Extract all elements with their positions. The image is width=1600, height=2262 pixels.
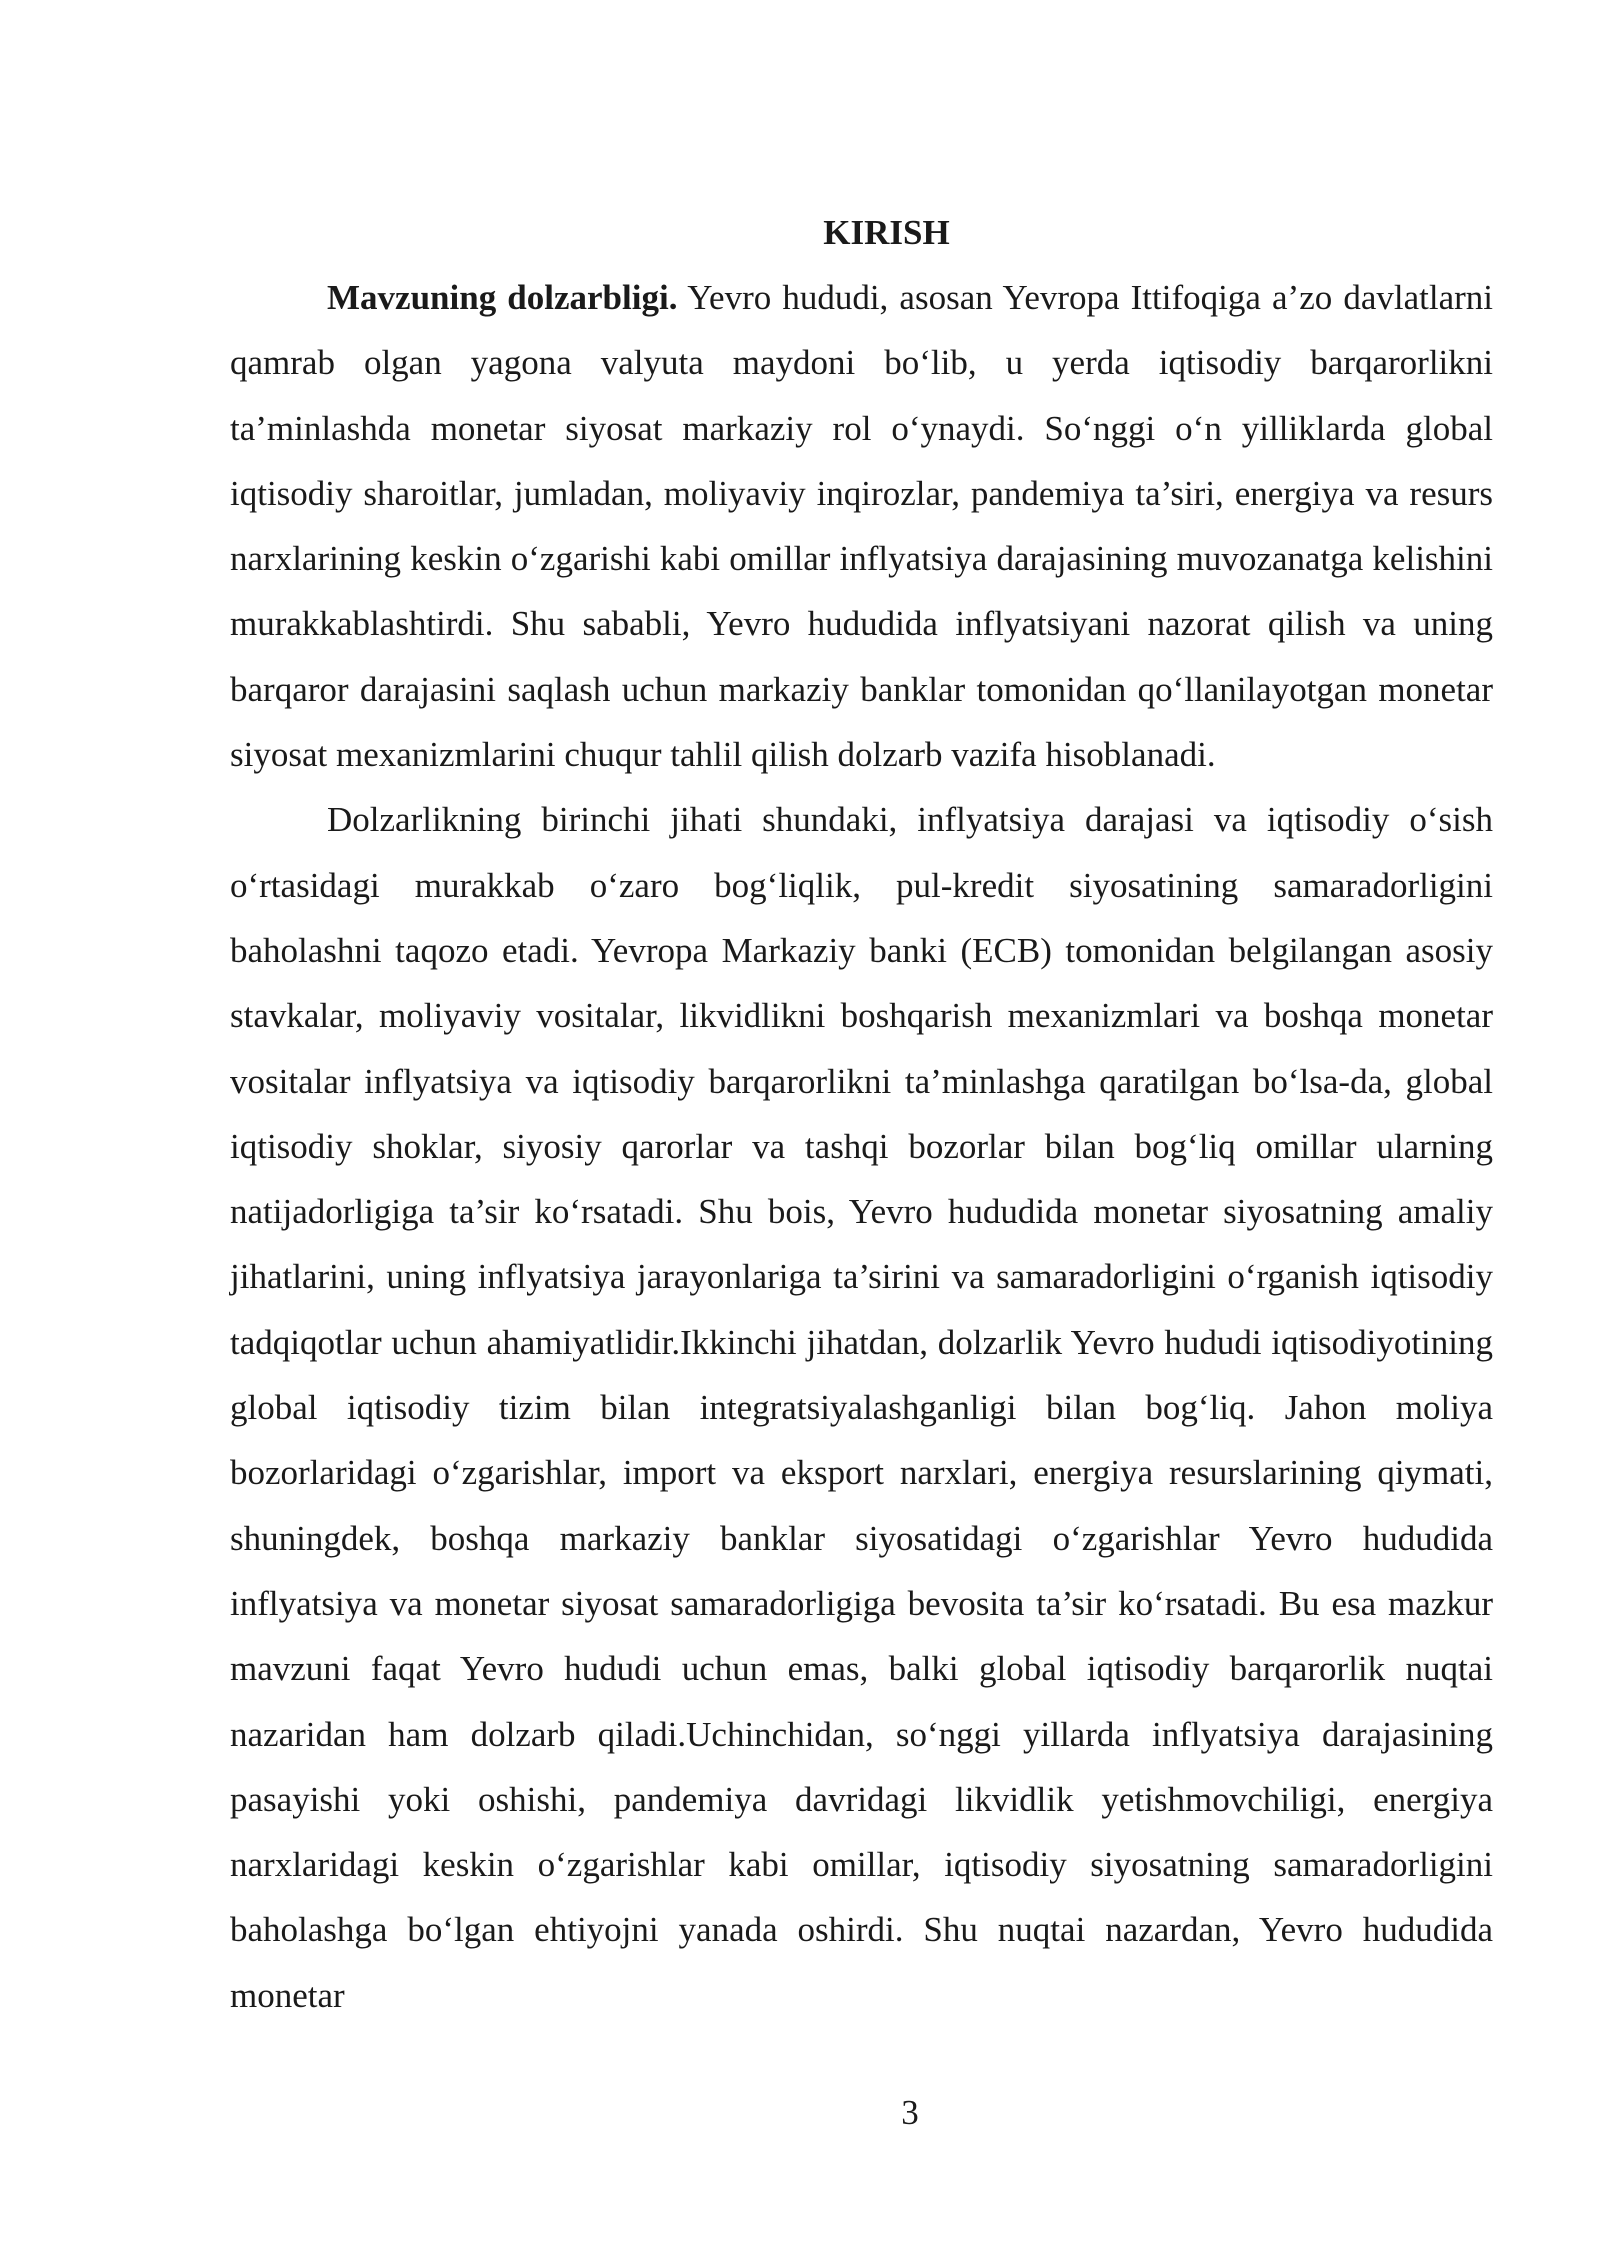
paragraph-relevance — [230, 265, 1493, 787]
page-number: 3 — [901, 2093, 919, 2132]
document-page — [230, 200, 1493, 2028]
paragraph-aspects — [230, 787, 1493, 2028]
section-heading: KIRISH — [823, 213, 950, 252]
paragraph-text: Dolzarlikning birinchi jihati shundaki, inflyatsiya darajasi va iqtisodiy o‘sish o‘rtasidagi murakkab o‘zaro bog‘liqlik, pul-kredit siyosatining samaradorligini baholashni taqozo etadi. Yevropa Markaziy banki (ECB) tomonidan belgilangan asosiy stavkalar, moliyaviy vositalar, likvidlikni boshqarish mexanizmlari va boshqa monetar vositalar inflyatsiya va iqtisodiy barqarorlikni ta’minlashga qaratilgan bo‘lsa-da, global iqtisodiy shoklar, siyosiy qarorlar va tashqi bozorlar bilan bog‘liq omillar ularning natijadorligiga ta’sir ko‘rsatadi. Shu bois, Yevro hududida monetar siyosatning amaliy jihatlarini, uning inflyatsiya jarayonlariga ta’sirini va samaradorligini o‘rganish iqtisodiy tadqiqotlar uchun ahamiyatlidir.Ikkinchi jihatdan, dolzarlik Yevro hududi iqtisodiyotining global iqtisodiy tizim bilan integratsiyalashganligi bilan bog‘liq. Jahon moliya bozorlaridagi o‘zgarishlar, import va eksport narxlari, energiya resurslarining qiymati, shuningdek, boshqa markaziy banklar siyosatidagi o‘zgarishlar Yevro hududida inflyatsiya va monetar siyosat samaradorligiga bevosita ta’sir ko‘rsatadi. Bu esa mazkur mavzuni faqat Yevro hududi uchun emas, balki global iqtisodiy barqarorlik nuqtai nazaridan ham dolzarb qiladi.Uchinchidan, so‘nggi yillarda inflyatsiya darajasining pasayishi yoki oshishi, pandemiya davridagi likvidlik yetishmovchiligi, energiya narxlaridagi keskin o‘zgarishlar kabi omillar, iqtisodiy siyosatning samaradorligini baholashga bo‘lgan ehtiyojni yanada oshirdi. Shu nuqtai nazardan, Yevro hududida monetar — [230, 800, 1493, 2015]
paragraph-text: Yevro hududi, asosan Yevropa Ittifoqiga a’zo davlatlarni qamrab olgan yagona valyuta maydoni bo‘lib, u yerda iqtisodiy barqarorlikni ta’minlashda monetar siyosat markaziy rol o‘ynaydi. So‘nggi o‘n yilliklarda global iqtisodiy sharoitlar, jumladan, moliyaviy inqirozlar, pandemiya ta’siri, energiya va resurs narxlarining keskin o‘zgarishi kabi omillar inflyatsiya darajasining muvozanatga kelishini murakkablashtirdi. Shu sababli, Yevro hududida inflyatsiyani nazorat qilish va uning barqaror darajasini saqlash uchun markaziy banklar tomonidan qo‘llanilayotgan monetar siyosat mexanizmlarini chuqur tahlil qilish dolzarb vazifa hisoblanadi. — [230, 278, 1493, 775]
paragraph-lead: Mavzuning dolzarbligi. — [327, 278, 678, 317]
